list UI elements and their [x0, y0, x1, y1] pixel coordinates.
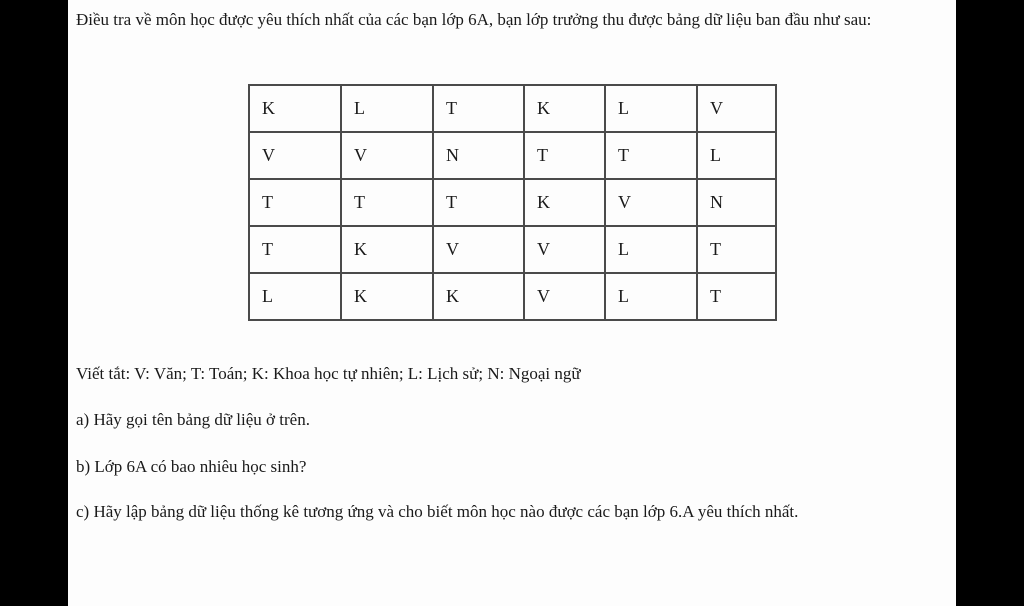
- table-cell: K: [249, 85, 341, 132]
- document-page: [68, 0, 956, 606]
- table-cell: T: [697, 273, 776, 320]
- table-cell: L: [341, 85, 433, 132]
- table-cell: T: [249, 226, 341, 273]
- survey-data-table: [248, 84, 777, 321]
- question-c: c) Hãy lập bảng dữ liệu thống kê tương ứng và cho biết môn học nào được các bạn lớp 6.A yêu thích nhất.: [76, 502, 799, 521]
- table-cell: K: [524, 179, 605, 226]
- table-row: [249, 226, 776, 273]
- table-cell: T: [433, 179, 524, 226]
- table-cell: V: [605, 179, 697, 226]
- table-cell: L: [605, 85, 697, 132]
- table-cell: K: [341, 273, 433, 320]
- table-cell: N: [697, 179, 776, 226]
- table-cell: T: [524, 132, 605, 179]
- table-cell: T: [341, 179, 433, 226]
- table-row: [249, 179, 776, 226]
- intro-paragraph: Điều tra về môn học được yêu thích nhất của các bạn lớp 6A, bạn lớp trưởng thu được bảng dữ liệu ban đầu như sau:: [76, 10, 872, 29]
- table-cell: K: [433, 273, 524, 320]
- table-cell: V: [433, 226, 524, 273]
- table-row: [249, 85, 776, 132]
- table-cell: V: [249, 132, 341, 179]
- table-cell: T: [249, 179, 341, 226]
- table-cell: V: [524, 273, 605, 320]
- abbreviation-legend: Viết tắt: V: Văn; T: Toán; K: Khoa học tự nhiên; L: Lịch sử; N: Ngoại ngữ: [76, 364, 581, 383]
- question-b: b) Lớp 6A có bao nhiêu học sinh?: [76, 457, 307, 476]
- table-row: [249, 132, 776, 179]
- table-cell: K: [524, 85, 605, 132]
- table-cell: T: [605, 132, 697, 179]
- table-cell: K: [341, 226, 433, 273]
- table-cell: V: [524, 226, 605, 273]
- table-cell: L: [605, 226, 697, 273]
- table-cell: V: [697, 85, 776, 132]
- table-cell: N: [433, 132, 524, 179]
- table-cell: T: [433, 85, 524, 132]
- table-cell: L: [697, 132, 776, 179]
- question-a: a) Hãy gọi tên bảng dữ liệu ở trên.: [76, 410, 310, 429]
- table-row: [249, 273, 776, 320]
- table-cell: L: [605, 273, 697, 320]
- table-cell: V: [341, 132, 433, 179]
- table-cell: L: [249, 273, 341, 320]
- table-cell: T: [697, 226, 776, 273]
